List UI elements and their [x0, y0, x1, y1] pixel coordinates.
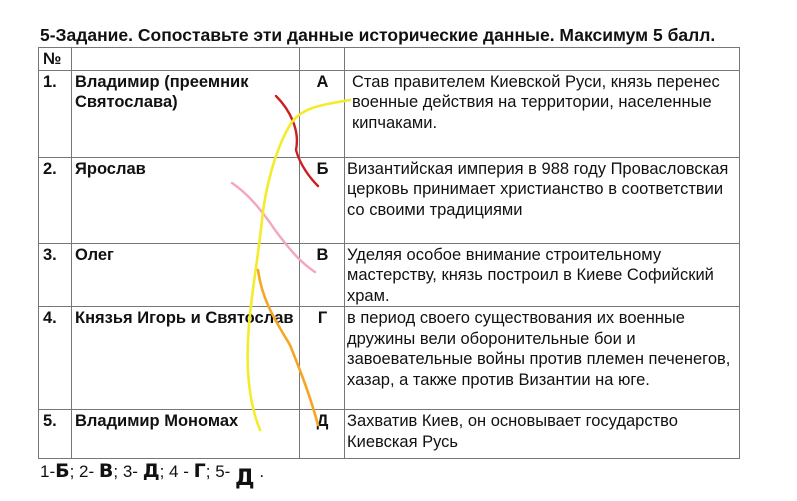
table-row — [39, 307, 740, 410]
table-header-row — [39, 48, 740, 71]
ruler-name: Князья Игорь и Святослав — [72, 307, 300, 410]
ruler-name: Владимир Мономах — [72, 410, 300, 459]
ruler-name: Олег — [72, 243, 300, 307]
event-letter: Г — [300, 307, 345, 410]
header-number: № — [39, 48, 72, 71]
row-number: 3. — [39, 243, 72, 307]
ruler-name: Ярослав — [72, 157, 300, 243]
answer-letter-2: В — [98, 460, 114, 482]
answer-letter-3: Д — [142, 460, 160, 482]
row-number: 1. — [39, 70, 72, 157]
event-description: Став правителем Киевской Руси, князь перенес военные действия на территории, населенные кипчаками. — [345, 70, 740, 157]
table-row — [39, 410, 740, 459]
event-description: Захватив Киев, он основывает государство Киевская Русь — [345, 410, 740, 459]
answer-letter-5: Д — [235, 466, 255, 491]
task-title: 5-Задание. Сопоставьте эти данные исторические данные. Максимум 5 балл. — [40, 25, 716, 45]
row-number: 2. — [39, 157, 72, 243]
answer-letter-4: Г — [193, 460, 206, 482]
answer-prefix-1: 1- — [40, 462, 56, 481]
event-letter: В — [300, 243, 345, 307]
answer-letter-1: Б — [55, 460, 70, 482]
event-description: Уделяя особое внимание строительному мастерству, князь построил в Киеве Софийский храм. — [345, 243, 740, 307]
answer-prefix-5: ; 5- — [205, 462, 231, 481]
answer-prefix-4: ; 4 - — [159, 462, 189, 481]
header-empty-name — [72, 48, 300, 71]
event-letter: А — [300, 70, 345, 157]
event-description: Византийская империя в 988 году Провасловская церковь принимает христианство в соответствии со своими традициями — [345, 157, 740, 243]
table-row — [39, 157, 740, 243]
event-letter: Д — [300, 410, 345, 459]
row-number: 4. — [39, 307, 72, 410]
row-number: 5. — [39, 410, 72, 459]
event-description: в период своего существования их военные дружины вели оборонительные бои и завоевательные войны против племен печенегов, хазар, а также против Византии на юге. — [345, 307, 740, 410]
header-empty-letter — [300, 48, 345, 71]
matching-table — [38, 47, 740, 459]
ruler-name: Владимир (преемник Святослава) — [72, 70, 300, 157]
answer-prefix-2: ; 2- — [69, 462, 95, 481]
handwritten-answers — [40, 458, 265, 491]
answer-prefix-3: ; 3- — [113, 462, 138, 481]
table-row — [39, 70, 740, 157]
table-row — [39, 243, 740, 307]
header-empty-desc — [345, 48, 740, 71]
answer-end: . — [259, 462, 265, 481]
event-letter: Б — [300, 157, 345, 243]
